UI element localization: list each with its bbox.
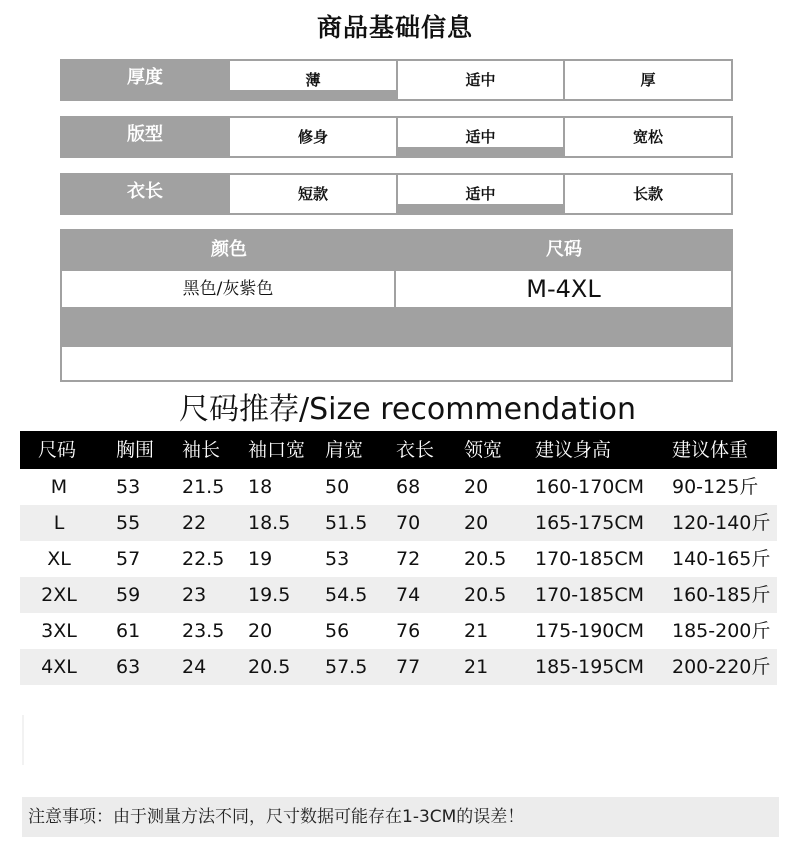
- attr-option-label: 长款: [632, 185, 663, 203]
- table-cell: 61: [116, 620, 141, 642]
- table-row: [20, 541, 777, 577]
- table-cell: L: [53, 512, 65, 534]
- decorative-line: [22, 715, 24, 765]
- table-cell: 3XL: [41, 620, 77, 642]
- table-cell: 55: [116, 512, 141, 534]
- attr-row-thickness: [60, 59, 733, 101]
- table-cell: 53: [325, 548, 350, 570]
- attr-option-label: 适中: [465, 128, 496, 146]
- selected-marker: [398, 147, 563, 156]
- table-cell: 59: [116, 584, 141, 606]
- table-cell: 21.5: [182, 476, 225, 498]
- table-cell: 20: [248, 620, 273, 642]
- table-cell: 120-140斤: [672, 512, 771, 534]
- header-cell: 建议体重: [672, 439, 749, 461]
- attr-option-label: 修身: [297, 128, 328, 146]
- table-cell: 20: [464, 476, 489, 498]
- attr-option-label: 短款: [297, 185, 328, 203]
- selected-marker: [398, 204, 563, 213]
- attr-option-label: 适中: [465, 71, 496, 89]
- measurement-note: 注意事项：由于测量方法不同，尺寸数据可能存在1-3CM的误差！: [22, 797, 779, 837]
- table-cell: 20.5: [248, 656, 291, 678]
- table-cell: 18.5: [248, 512, 291, 534]
- table-cell: XL: [47, 548, 71, 570]
- table-cell: 22.5: [182, 548, 225, 570]
- table-cell: 72: [396, 548, 421, 570]
- table-cell: 23.5: [182, 620, 225, 642]
- table-cell: 20.5: [464, 548, 507, 570]
- header-cell: 袖口宽: [248, 439, 306, 461]
- table-cell: 21: [464, 620, 489, 642]
- table-cell: 160-170CM: [535, 476, 645, 498]
- attr-option: [230, 118, 396, 156]
- table-cell: 90-125斤: [672, 476, 759, 498]
- table-cell: 200-220斤: [672, 656, 771, 678]
- header-cell: 衣长: [396, 439, 435, 461]
- header-cell: 肩宽: [325, 439, 364, 461]
- table-cell: 2XL: [41, 584, 77, 606]
- attr-label: 版型: [127, 124, 163, 145]
- attr-option: [565, 175, 731, 213]
- size-recommendation-title: 尺码推荐/Size recommendation: [178, 392, 637, 427]
- table-cell: 19.5: [248, 584, 291, 606]
- table-cell: 4XL: [41, 656, 77, 678]
- table-row: [20, 577, 777, 613]
- attr-option-label: 厚: [640, 71, 656, 89]
- table-cell: 68: [396, 476, 421, 498]
- table-cell: 20.5: [464, 584, 507, 606]
- table-cell: 24: [182, 656, 207, 678]
- table-cell: 54.5: [325, 584, 368, 606]
- size-header: 尺码: [546, 239, 582, 260]
- color-header: 颜色: [211, 239, 247, 260]
- selected-marker: [230, 90, 396, 99]
- table-cell: 160-185斤: [672, 584, 771, 606]
- table-cell: 74: [396, 584, 421, 606]
- table-cell: 63: [116, 656, 141, 678]
- table-cell: 170-185CM: [535, 548, 645, 570]
- table-row: [20, 613, 777, 649]
- attr-label: 厚度: [127, 67, 163, 88]
- table-cell: 57: [116, 548, 141, 570]
- header-cell: 领宽: [464, 439, 503, 461]
- header-cell: 胸围: [116, 439, 155, 461]
- table-cell: 76: [396, 620, 421, 642]
- table-cell: 20: [464, 512, 489, 534]
- table-cell: M: [50, 476, 68, 498]
- table-cell: 57.5: [325, 656, 368, 678]
- size-table: [20, 431, 777, 685]
- attr-label: 衣长: [127, 181, 163, 202]
- table-cell: 50: [325, 476, 350, 498]
- table-cell: 22: [182, 512, 207, 534]
- table-cell: 23: [182, 584, 207, 606]
- attr-option-label: 薄: [305, 71, 321, 89]
- table-cell: 18: [248, 476, 273, 498]
- table-cell: 77: [396, 656, 421, 678]
- table-row: [20, 505, 777, 541]
- attr-option-selected: [230, 61, 396, 99]
- table-cell: 56: [325, 620, 350, 642]
- attr-row-length: [60, 173, 733, 215]
- attr-option: [565, 118, 731, 156]
- attr-row-fit: [60, 116, 733, 158]
- header-cell: 建议身高: [535, 439, 612, 461]
- table-cell: 185-195CM: [535, 656, 645, 678]
- attr-option-label: 宽松: [632, 128, 663, 146]
- table-cell: 175-190CM: [535, 620, 645, 642]
- table-cell: 165-175CM: [535, 512, 645, 534]
- attr-option: [230, 175, 396, 213]
- table-cell: 170-185CM: [535, 584, 645, 606]
- table-cell: 140-165斤: [672, 548, 771, 570]
- attr-option: [398, 61, 563, 99]
- attr-option-selected: [398, 175, 563, 213]
- attr-option-label: 适中: [465, 185, 496, 203]
- color-size-header: [62, 231, 731, 271]
- table-cell: 19: [248, 548, 273, 570]
- attr-option-selected: [398, 118, 563, 156]
- table-cell: 70: [396, 512, 421, 534]
- table-cell: 53: [116, 476, 141, 498]
- size-range-value: M-4XL: [396, 271, 731, 307]
- table-cell: 21: [464, 656, 489, 678]
- header-cell: 袖长: [182, 439, 221, 461]
- table-row: [20, 649, 777, 685]
- gray-band: [62, 307, 731, 347]
- size-table-header: [20, 431, 777, 469]
- page-title: 商品基础信息: [316, 13, 473, 42]
- table-cell: 51.5: [325, 512, 368, 534]
- header-cell: 尺码: [38, 439, 77, 461]
- attr-option: [565, 61, 731, 99]
- table-cell: 185-200斤: [672, 620, 771, 642]
- table-row: [20, 469, 777, 505]
- color-value: 黑色/灰紫色: [62, 271, 396, 307]
- color-size-block: [60, 229, 733, 382]
